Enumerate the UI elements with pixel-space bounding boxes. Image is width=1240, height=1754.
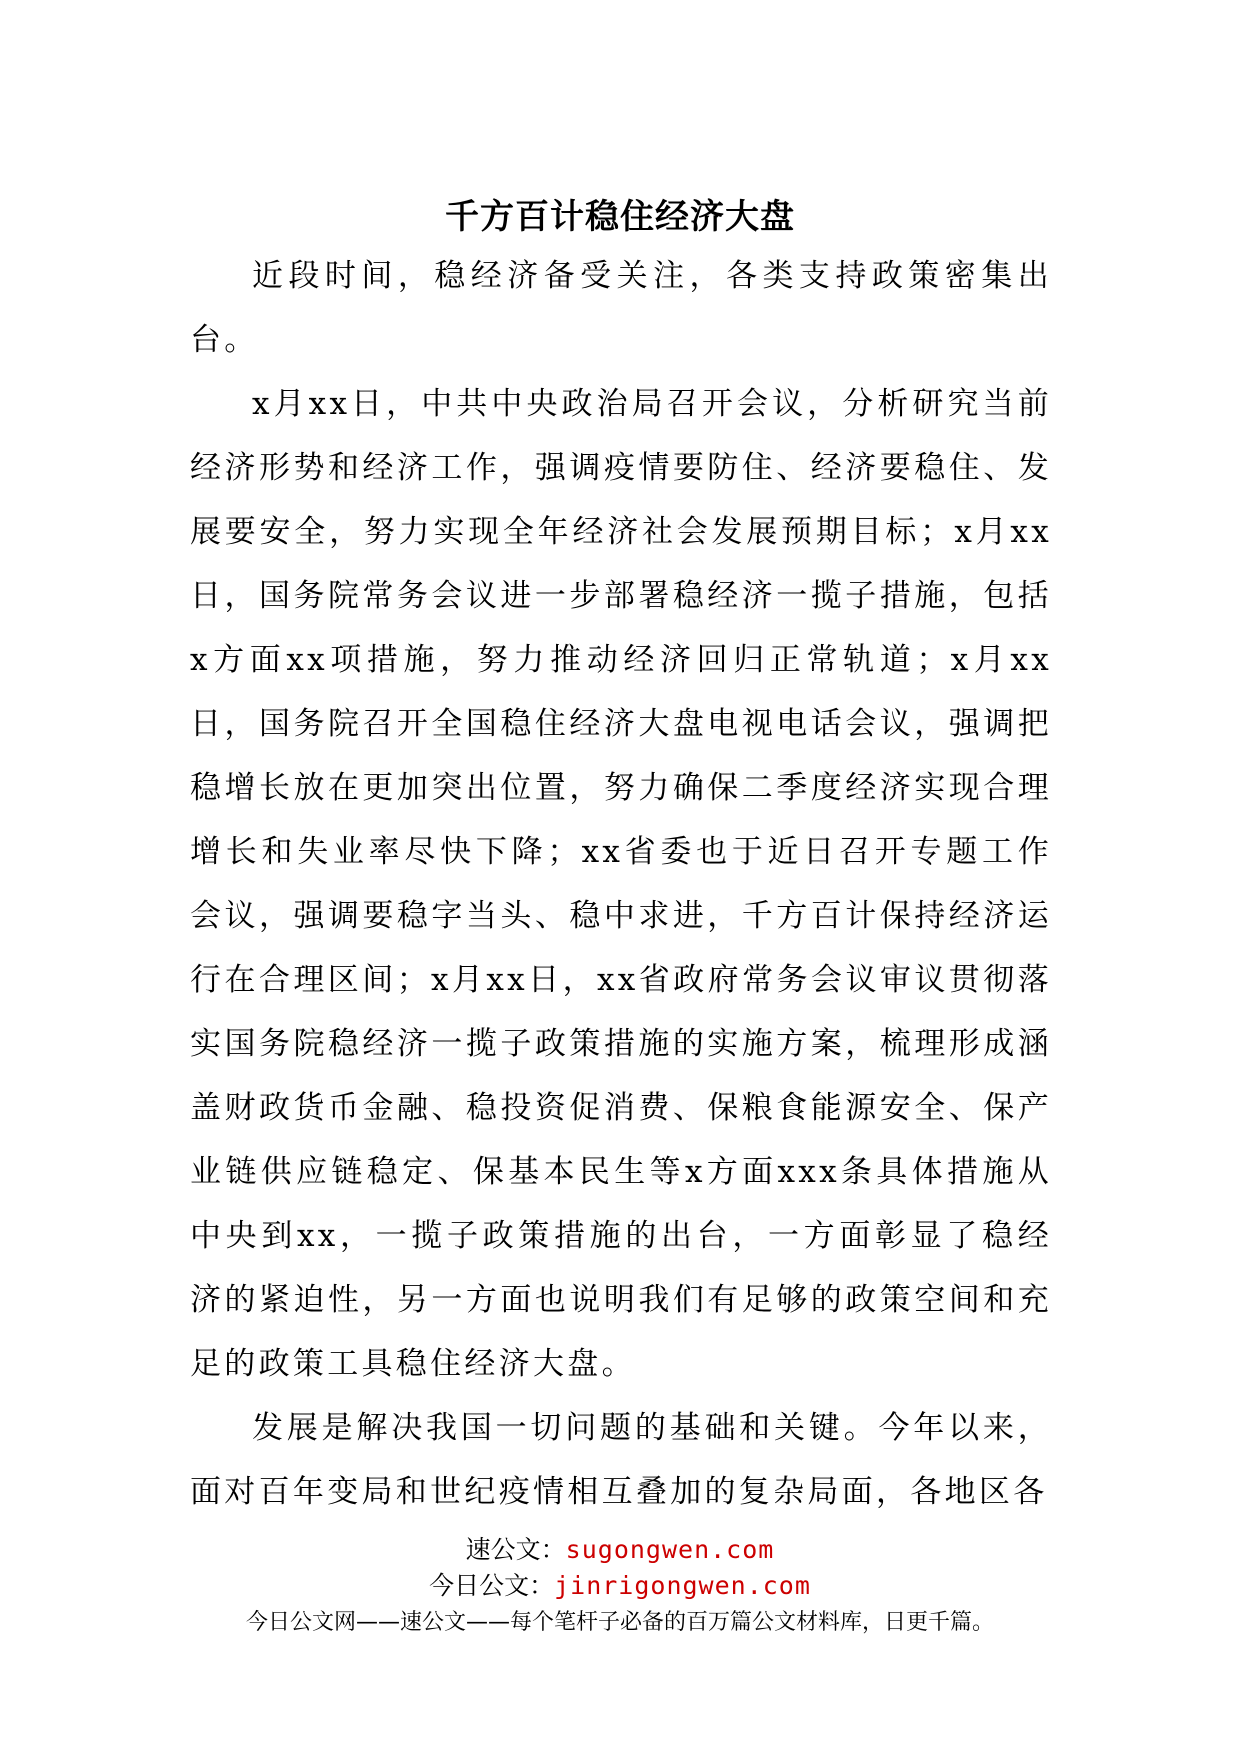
paragraph-1: 近段时间，稳经济备受关注，各类支持政策密集出台。 xyxy=(190,258,1052,358)
footer-slogan: 今日公文网——速公文——每个笔杆子必备的百万篇公文材料库，日更千篇。 xyxy=(245,1610,994,1635)
footer-line-jinrigongwen xyxy=(0,1568,1240,1604)
paragraph-2: x月xx日，中共中央政治局召开会议，分析研究当前经济形势和经济工作，强调疫情要防住、经济要稳住、发展要安全，努力实现全年经济社会发展预期目标；x月xx日，国务院常务会议进一步部署稳经济一揽子措施，包括x方面xx项措施，努力推动经济回归正常轨道；x月xx日，国务院召开全国稳住经济大盘电视电话会议，强调把稳增长放在更加突出位置，努力确保二季度经济实现合理增长和失业率尽快下降；xx省委也于近日召开专题工作会议，强调要稳字当头、稳中求进，千方百计保持经济运行在合理区间；x月xx日，xx省政府常务会议审议贯彻落实国务院稳经济一揽子政策措施的实施方案，梳理形成涵盖财政货币金融、稳投资促消费、保粮食能源安全、保产业链供应链稳定、保基本民生等x方面xxx条具体措施从中央到xx，一揽子政策措施的出台，一方面彰显了稳经济的紧迫性，另一方面也说明我们有足够的政策空间和充足的政策工具稳住经济大盘。 xyxy=(190,386,1052,1382)
paragraph-3: 发展是解决我国一切问题的基础和关键。今年以来，面对百年变局和世纪疫情相互叠加的复杂局面，各地区各 xyxy=(190,1410,1052,1510)
footer-line-sugongwen xyxy=(0,1532,1240,1568)
document-body xyxy=(190,244,1052,1524)
jinrigongwen-link[interactable]: jinrigongwen.com xyxy=(554,1571,811,1600)
sugongwen-link[interactable]: sugongwen.com xyxy=(565,1535,775,1564)
page-title: 千方百计稳住经济大盘 xyxy=(445,196,795,237)
footer-label-sugongwen: 速公文： xyxy=(465,1535,566,1564)
footer-label-jinrigongwen: 今日公文： xyxy=(429,1571,555,1600)
footer xyxy=(0,1532,1240,1640)
